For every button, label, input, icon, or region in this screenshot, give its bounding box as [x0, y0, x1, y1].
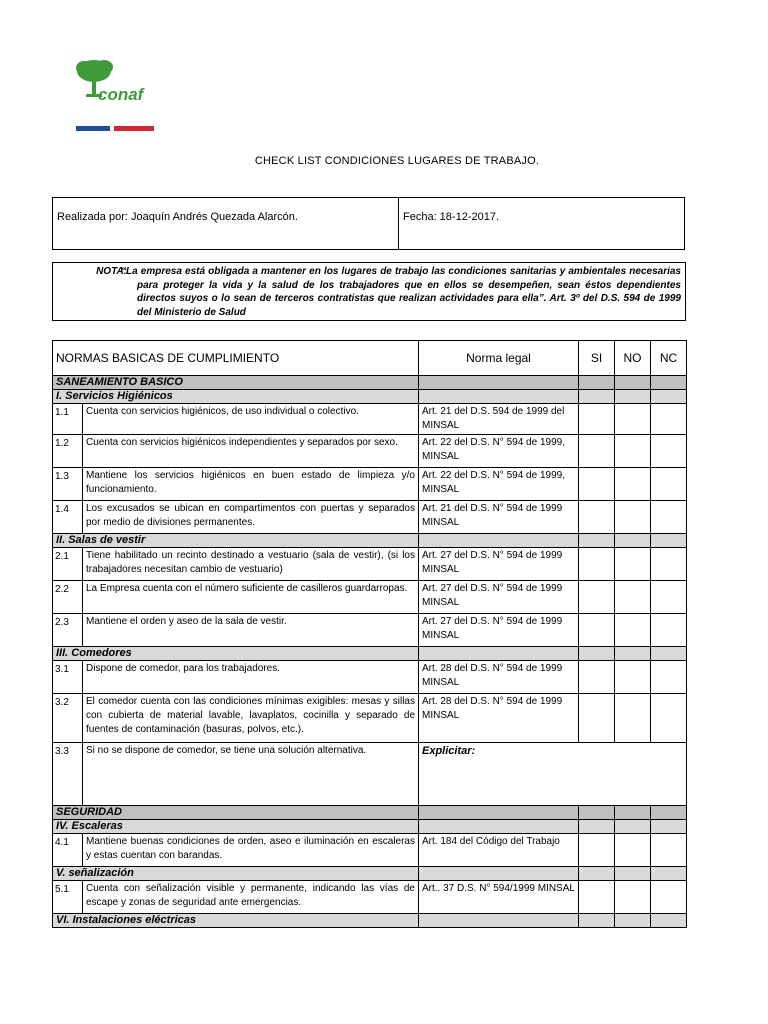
item-description: Mantiene el orden y aseo de la sala de vestir. — [83, 614, 419, 647]
check-cell-si[interactable] — [579, 581, 615, 614]
date-field: Fecha: 18-12-2017. — [403, 211, 500, 223]
item-description: La Empresa cuenta con el número suficiente de casilleros guardarropas. — [83, 581, 419, 614]
item-description: Dispone de comedor, para los trabajadores. — [83, 661, 419, 694]
check-cell-si[interactable] — [579, 694, 615, 743]
empty-cell — [419, 806, 579, 820]
item-number: 3.1 — [53, 661, 83, 694]
empty-cell — [419, 534, 579, 548]
legal-reference: Art. 27 del D.S. N° 594 de 1999 MINSAL — [419, 581, 579, 614]
empty-cell — [579, 390, 615, 404]
header-norms: NORMAS BASICAS DE CUMPLIMIENTO — [53, 341, 419, 376]
performed-by: Realizada por: Joaquín Andrés Quezada Alarcón. — [53, 198, 399, 249]
check-cell-si[interactable] — [579, 404, 615, 435]
check-cell-si[interactable] — [579, 834, 615, 867]
legal-reference: Art. 21 del D.S. 594 de 1999 del MINSAL — [419, 404, 579, 435]
legal-reference: Art. 22 del D.S. N° 594 de 1999, MINSAL — [419, 468, 579, 501]
check-cell-nc[interactable] — [651, 435, 687, 468]
check-cell-no[interactable] — [615, 435, 651, 468]
empty-cell — [615, 534, 651, 548]
check-cell-si[interactable] — [579, 435, 615, 468]
item-number: 2.2 — [53, 581, 83, 614]
empty-cell — [615, 806, 651, 820]
section-title: IV. Escaleras — [53, 820, 419, 834]
check-cell-nc[interactable] — [651, 834, 687, 867]
explicit-field[interactable]: Explicitar: — [419, 743, 687, 806]
check-cell-nc[interactable] — [651, 581, 687, 614]
empty-cell — [579, 914, 615, 928]
check-cell-nc[interactable] — [651, 614, 687, 647]
table-header-row — [53, 341, 687, 376]
section-title: VI. Instalaciones eléctricas — [53, 914, 419, 928]
check-cell-nc[interactable] — [651, 548, 687, 581]
empty-cell — [651, 534, 687, 548]
empty-cell — [651, 867, 687, 881]
note-text: “La empresa está obligada a mantener en los lugares de trabajo las condiciones sanitarias y ambientales necesarias para proteger la vida y la salud de los trabajadores que en ellos se desempeñen, sean éstos dependientes directos suyos o lo sean de terceros contratistas que realizan actividades para ella”. Art. 3º del D.S. 594 de 1999 del Ministerio de Salud — [121, 266, 681, 318]
legal-reference: Art. 27 del D.S. N° 594 de 1999 MINSAL — [419, 548, 579, 581]
item-description: Los excusados se ubican en compartimentos con puertas y separados por medio de divisiones permanentes. — [83, 501, 419, 534]
subsection-row — [53, 534, 687, 548]
item-description: Cuenta con señalización visible y permanente, indicando las vías de escape y zonas de seguridad ante emergencias. — [83, 881, 419, 914]
item-number: 2.1 — [53, 548, 83, 581]
empty-cell — [615, 647, 651, 661]
empty-cell — [651, 376, 687, 390]
check-cell-si[interactable] — [579, 661, 615, 694]
subsection-row — [53, 647, 687, 661]
item-description: Mantiene los servicios higiénicos en buen estado de limpieza y/o funcionamiento. — [83, 468, 419, 501]
check-cell-no[interactable] — [615, 881, 651, 914]
table-row — [53, 614, 687, 647]
check-cell-nc[interactable] — [651, 881, 687, 914]
conaf-logo — [74, 56, 156, 104]
flag-stripe-red — [114, 126, 154, 131]
item-number: 1.4 — [53, 501, 83, 534]
empty-cell — [579, 806, 615, 820]
check-cell-no[interactable] — [615, 548, 651, 581]
item-number: 5.1 — [53, 881, 83, 914]
item-description: Si no se dispone de comedor, se tiene una solución alternativa. — [83, 743, 419, 806]
empty-cell — [579, 867, 615, 881]
section-title: I. Servicios Higiénicos — [53, 390, 419, 404]
section-row — [53, 376, 687, 390]
section-title: SANEAMIENTO BASICO — [53, 376, 419, 390]
empty-cell — [419, 647, 579, 661]
table-row — [53, 881, 687, 914]
check-cell-si[interactable] — [579, 548, 615, 581]
logo-text: conaf — [98, 85, 144, 104]
item-number: 1.3 — [53, 468, 83, 501]
document-title: CHECK LIST CONDICIONES LUGARES DE TRABAJO. — [254, 155, 540, 167]
item-number: 2.3 — [53, 614, 83, 647]
empty-cell — [419, 376, 579, 390]
header-si: SI — [579, 341, 615, 376]
empty-cell — [651, 390, 687, 404]
item-description: Cuenta con servicios higiénicos, de uso individual o colectivo. — [83, 404, 419, 435]
table-row — [53, 501, 687, 534]
empty-cell — [615, 914, 651, 928]
empty-cell — [419, 820, 579, 834]
table-row — [53, 743, 687, 806]
item-number: 1.1 — [53, 404, 83, 435]
section-row — [53, 806, 687, 820]
item-description: Mantiene buenas condiciones de orden, aseo e iluminación en escaleras y estas cuentan con barandas. — [83, 834, 419, 867]
header-nc: NC — [651, 341, 687, 376]
check-cell-no[interactable] — [615, 614, 651, 647]
empty-cell — [651, 806, 687, 820]
check-cell-no[interactable] — [615, 661, 651, 694]
check-cell-no[interactable] — [615, 834, 651, 867]
item-number: 1.2 — [53, 435, 83, 468]
check-cell-si[interactable] — [579, 881, 615, 914]
check-cell-nc[interactable] — [651, 694, 687, 743]
table-row — [53, 435, 687, 468]
legal-reference: Art. 22 del D.S. N° 594 de 1999, MINSAL — [419, 435, 579, 468]
flag-stripe — [76, 126, 154, 131]
legal-reference: Art. 28 del D.S. N° 594 de 1999 MINSAL — [419, 694, 579, 743]
table-row — [53, 404, 687, 435]
subsection-row — [53, 867, 687, 881]
empty-cell — [579, 820, 615, 834]
check-cell-no[interactable] — [615, 468, 651, 501]
item-number: 4.1 — [53, 834, 83, 867]
check-cell-no[interactable] — [615, 581, 651, 614]
item-number: 3.2 — [53, 694, 83, 743]
flag-stripe-blue — [76, 126, 110, 131]
legal-reference: Art. 27 del D.S. N° 594 de 1999 MINSAL — [419, 614, 579, 647]
check-cell-nc[interactable] — [651, 404, 687, 435]
table-row — [53, 834, 687, 867]
check-cell-si[interactable] — [579, 614, 615, 647]
legal-reference: Art. 184 del Código del Trabajo — [419, 834, 579, 867]
note-label: NOTA: — [96, 266, 127, 277]
subsection-row — [53, 390, 687, 404]
note-box — [52, 262, 686, 321]
empty-cell — [419, 914, 579, 928]
empty-cell — [651, 820, 687, 834]
item-description: Cuenta con servicios higiénicos independientes y separados por sexo. — [83, 435, 419, 468]
table-row — [53, 581, 687, 614]
check-cell-si[interactable] — [579, 468, 615, 501]
info-box — [52, 197, 685, 250]
header-legal: Norma legal — [419, 341, 579, 376]
item-number: 3.3 — [53, 743, 83, 806]
subsection-row — [53, 914, 687, 928]
empty-cell — [579, 376, 615, 390]
subsection-row — [53, 820, 687, 834]
check-cell-nc[interactable] — [651, 661, 687, 694]
table-row — [53, 468, 687, 501]
check-cell-nc[interactable] — [651, 501, 687, 534]
legal-reference: Art.. 37 D.S. N° 594/1999 MINSAL — [419, 881, 579, 914]
empty-cell — [419, 390, 579, 404]
empty-cell — [579, 534, 615, 548]
legal-reference: Art. 21 del D.S. N° 594 de 1999 MINSAL — [419, 501, 579, 534]
empty-cell — [651, 914, 687, 928]
empty-cell — [615, 376, 651, 390]
header-no: NO — [615, 341, 651, 376]
check-cell-no[interactable] — [615, 501, 651, 534]
empty-cell — [579, 647, 615, 661]
empty-cell — [419, 867, 579, 881]
check-cell-no[interactable] — [615, 404, 651, 435]
empty-cell — [651, 647, 687, 661]
empty-cell — [615, 390, 651, 404]
empty-cell — [615, 867, 651, 881]
table-row — [53, 694, 687, 743]
item-description: El comedor cuenta con las condiciones mínimas exigibles: mesas y sillas con cubierta de material lavable, lavaplatos, cocinilla y separado de fuentes de contaminación (basuras, polvos, etc.). — [83, 694, 419, 743]
item-description: Tiene habilitado un recinto destinado a vestuario (sala de vestir), (si los trabajadores necesitan cambio de vestuario) — [83, 548, 419, 581]
empty-cell — [615, 820, 651, 834]
section-title: SEGURIDAD — [53, 806, 419, 820]
section-title: V. señalización — [53, 867, 419, 881]
section-title: III. Comedores — [53, 647, 419, 661]
checklist-table — [52, 340, 687, 928]
legal-reference: Art. 28 del D.S. N° 594 de 1999 MINSAL — [419, 661, 579, 694]
check-cell-no[interactable] — [615, 694, 651, 743]
check-cell-nc[interactable] — [651, 468, 687, 501]
section-title: II. Salas de vestir — [53, 534, 419, 548]
table-row — [53, 548, 687, 581]
table-row — [53, 661, 687, 694]
check-cell-si[interactable] — [579, 501, 615, 534]
